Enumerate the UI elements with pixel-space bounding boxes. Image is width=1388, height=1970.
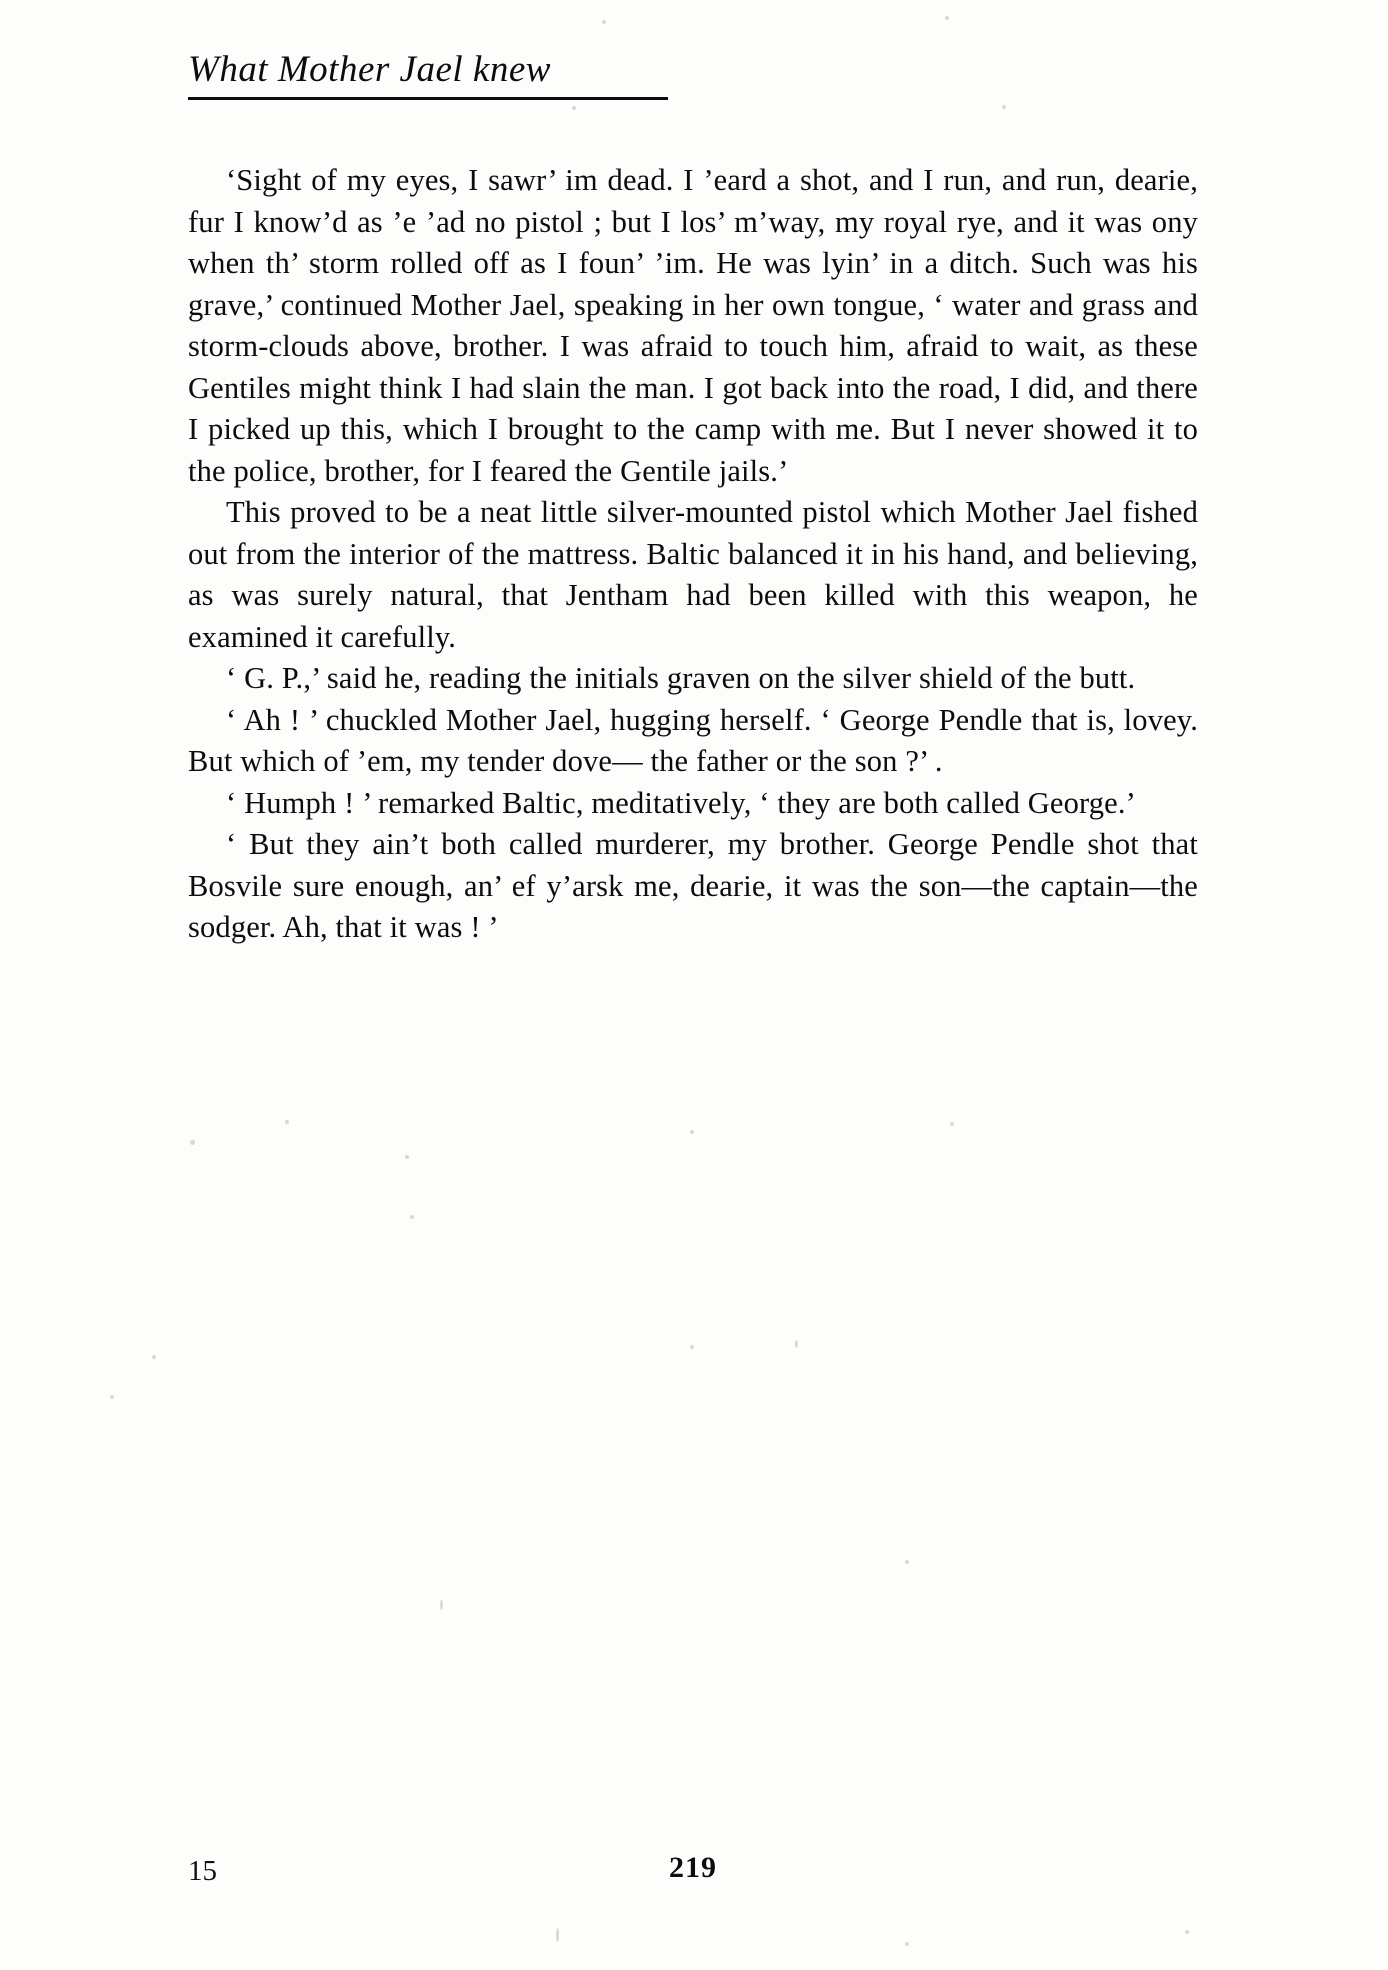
scan-speck [945,16,949,20]
paragraph: ‘ But they ain’t both called murderer, my brother. George Pendle shot that Bosvile sure enough, an’ ef y’arsk me, dearie, it was the son—the captain—the sodger. Ah, that it was ! ’ [188,827,1198,944]
paragraph: ‘ Ah ! ’ chuckled Mother Jael, hugging herself. ‘ George Pendle that is, lovey. But which of ’em, my tender dove— the father or the son ?’ . [188,702,1198,778]
scan-speck [110,1395,114,1399]
scan-speck [950,1122,954,1126]
page-header [188,48,1200,100]
scan-speck [690,1130,694,1134]
header-rule [188,97,668,100]
page-body [188,160,1198,949]
scan-speck [285,1120,289,1124]
page-number: 219 [669,1851,717,1884]
scan-speck [405,1155,409,1159]
scan-speck [572,106,576,110]
scan-speck [690,1345,694,1349]
scan-speck [152,1355,156,1359]
signature-mark: 15 [188,1855,217,1887]
scan-speck [190,1140,195,1145]
scan-speck [795,1340,798,1348]
scan-speck [410,1215,414,1219]
running-head: What Mother Jael knew [188,49,551,90]
paragraph: This proved to be a neat little silver-mounted pistol which Mother Jael fished out from the interior of the mattress. Baltic balanced it in his hand, and believing, as was surely natural, that Jentham had been killed with this weapon, he examined it carefully. [188,495,1198,654]
scan-speck [556,1928,559,1942]
scan-speck [905,1560,909,1564]
page-footer [188,1851,1198,1895]
scan-speck [905,1942,909,1946]
scan-speck [1002,105,1006,109]
paragraph: ‘Sight of my eyes, I sawr’ im dead. I ’eard a shot, and I run, and run, dearie, fur I know’d as ’e ’ad no pistol ; but I los’ m’way, my royal rye, and it was ony when th’ storm rolled off as I foun’ ’im. He was lyin’ in a ditch. Such was his grave,’ continued Mother Jael, speaking in her own tongue, ‘ water and grass and storm-clouds above, brother. I was afraid to touch him, afraid to wait, as these Gentiles might think I had slain the man. I got back into the road, I did, and there I picked up this, which I brought to the camp with me. But I never showed it to the police, brother, for I feared the Gentile jails.’ [188,163,1198,488]
scan-speck [602,20,606,24]
scan-speck [440,1600,443,1610]
paragraph: ‘ Humph ! ’ remarked Baltic, meditatively, ‘ they are both called George.’ [226,785,1136,820]
paragraph: ‘ G. P.,’ said he, reading the initials graven on the silver shield of the butt. [226,661,1136,695]
scan-speck [1185,1930,1189,1934]
